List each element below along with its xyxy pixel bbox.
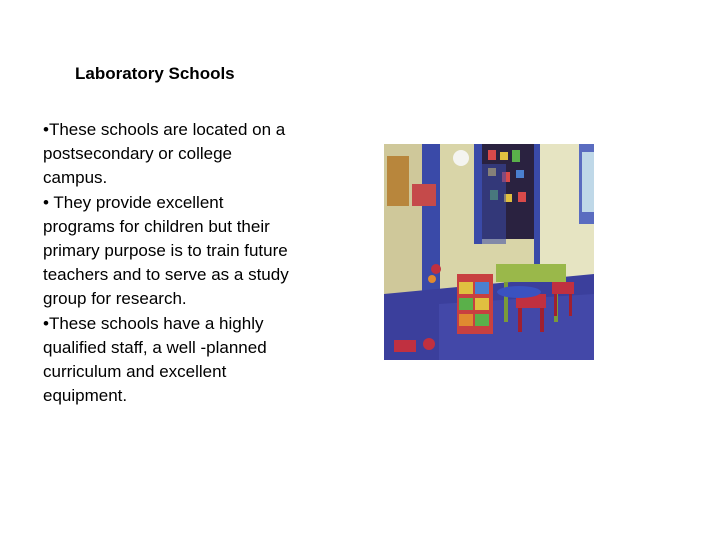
classroom-photo — [384, 144, 594, 360]
slide-title: Laboratory Schools — [75, 64, 235, 83]
bullet-item: •These schools are located on a postsecondary or college campus. — [43, 120, 286, 188]
classroom-photo-illustration — [384, 144, 594, 360]
bullet-item: •These schools have a highly qualified staff, a well -planned curriculum and excellent equipment. — [43, 313, 267, 406]
bullet-list — [43, 118, 293, 408]
bullet-item: • They provide excellent programs for children but their primary purpose is to train future teachers and to serve as a study group for research. — [43, 192, 289, 309]
